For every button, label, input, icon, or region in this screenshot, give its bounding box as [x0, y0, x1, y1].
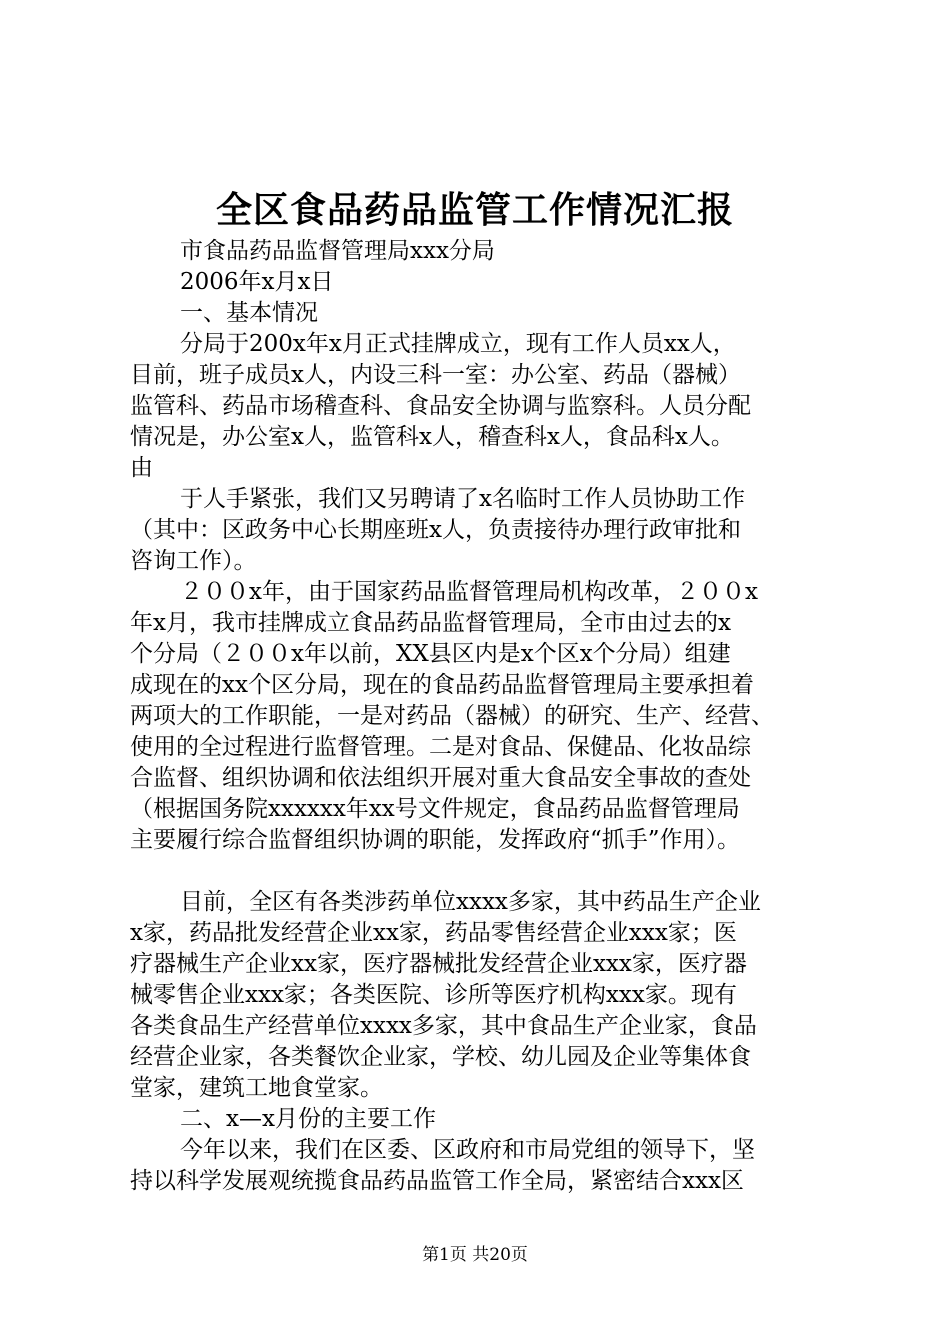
- text-line: 今年以来，我们在区委、区政府和市局党组的领导下，坚: [180, 1137, 755, 1163]
- text-line: 目前，班子成员x人，内设三科一室：办公室、药品（器械）: [130, 362, 741, 388]
- text-line: 主要履行综合监督组织协调的职能，发挥政府“抓手”作用）。: [130, 827, 741, 853]
- text-line: 目前，全区有各类涉药单位xxxx多家，其中药品生产企业: [180, 889, 761, 915]
- document-title: 全区食品药品监管工作情况汇报: [215, 189, 734, 231]
- text-line: 使用的全过程进行监督管理。二是对食品、保健品、化妆品综: [130, 734, 751, 760]
- text-line: 疗器械生产企业xx家，医疗器械批发经营企业xxx家，医疗器: [130, 951, 747, 977]
- text-line: 个分局（２００x年以前，XX县区内是x个区x个分局）组建: [130, 641, 731, 667]
- text-line: （根据国务院xxxxxx年xx号文件规定，食品药品监督管理局: [130, 796, 740, 822]
- text-line: 成现在的xx个区分局，现在的食品药品监督管理局主要承担着: [130, 672, 754, 698]
- text-line: 各类食品生产经营单位xxxx多家，其中食品生产企业家，食品: [130, 1013, 757, 1039]
- text-line: 监管科、药品市场稽查科、食品安全协调与监察科。人员分配: [130, 393, 751, 419]
- text-line: 堂家，建筑工地食堂家。: [130, 1075, 383, 1101]
- document-body: [130, 236, 845, 1197]
- text-line: 分局于200x年x月正式挂牌成立，现有工作人员xx人，: [180, 331, 736, 357]
- text-line: 年x月，我市挂牌成立食品药品监督管理局，全市由过去的x: [130, 610, 731, 636]
- blank-line: [130, 856, 845, 887]
- text-line: 经营企业家，各类餐饮企业家，学校、幼儿园及企业等集体食: [130, 1044, 751, 1070]
- text-line: 2006年x月x日: [180, 269, 334, 295]
- text-line: 咨询工作）。: [130, 548, 257, 574]
- text-line: 两项大的工作职能，一是对药品（器械）的研究、生产、经营、: [130, 703, 774, 729]
- text-line: 二、x—x月份的主要工作: [180, 1106, 436, 1132]
- text-line: 持以科学发展观统揽食品药品监管工作全局，紧密结合xxx区: [130, 1168, 744, 1194]
- text-line: x家，药品批发经营企业xx家，药品零售经营企业xxx家；医: [130, 920, 737, 946]
- page-footer: 第1页 共20页: [422, 1245, 528, 1265]
- text-line: （其中：区政务中心长期座班x人，负责接待办理行政审批和: [130, 517, 741, 543]
- text-line: 械零售企业xxx家；各类医院、诊所等医疗机构xxx家。现有: [130, 982, 737, 1008]
- text-line: 由: [130, 455, 153, 481]
- text-line: 情况是，办公室x人，监管科x人，稽查科x人，食品科x人。: [130, 424, 734, 450]
- text-line: 市食品药品监督管理局xxx分局: [180, 238, 495, 264]
- text-line: 合监督、组织协调和依法组织开展对重大食品安全事故的查处: [130, 765, 751, 791]
- text-line: ２００x年，由于国家药品监督管理局机构改革，２００x: [180, 579, 758, 605]
- text-line: 一、基本情况: [180, 300, 318, 326]
- text-line: 于人手紧张，我们又另聘请了x名临时工作人员协助工作: [180, 486, 745, 512]
